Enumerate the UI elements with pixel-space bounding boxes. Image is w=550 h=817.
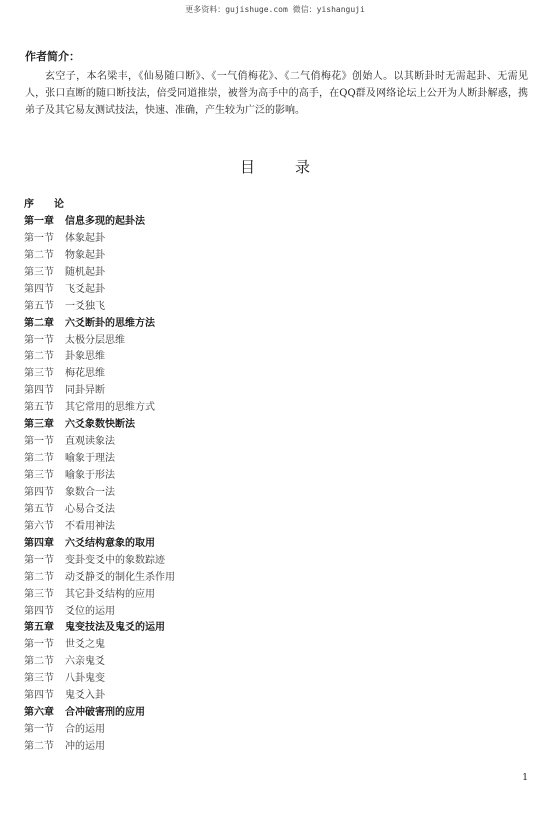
toc-section-entry[interactable]	[24, 366, 504, 383]
toc-entry-title: 八卦鬼变	[65, 673, 105, 685]
toc-preface-entry[interactable]	[24, 197, 504, 214]
toc-entry-title: 其它卦爻结构的应用	[65, 588, 155, 600]
toc-entry-number: 第三节	[24, 673, 54, 685]
toc-entry-number: 序 论	[24, 199, 64, 210]
toc-section-entry[interactable]	[24, 654, 504, 671]
toc-entry-number: 第五章	[24, 622, 54, 634]
toc-entry-number: 第二节	[24, 656, 54, 668]
toc-entry-title: 鬼变技法及鬼爻的运用	[65, 622, 165, 634]
toc-entry-number: 第一章	[24, 215, 54, 227]
toc-section-entry[interactable]	[24, 553, 504, 570]
toc-chapter-entry[interactable]	[24, 214, 504, 231]
toc-section-entry[interactable]	[24, 604, 504, 621]
toc-section-entry[interactable]	[24, 587, 504, 604]
toc-entry-title: 象数合一法	[65, 486, 115, 498]
toc-entry-number: 第五节	[24, 402, 54, 414]
toc-entry-number: 第二节	[24, 741, 54, 752]
toc-entry-title: 一爻独飞	[65, 300, 105, 312]
toc-entry-number: 第二节	[24, 351, 54, 363]
toc-entry-number: 第四节	[24, 605, 54, 617]
toc-entry-number: 第三节	[24, 588, 54, 600]
toc-entry-number: 第三节	[24, 368, 54, 380]
toc-section-entry[interactable]	[24, 333, 504, 350]
toc-entry-title: 世爻之鬼	[65, 639, 105, 651]
toc-entry-title: 心易合爻法	[65, 503, 115, 515]
toc-entry-title: 不看用神法	[65, 520, 115, 532]
toc-entry-title: 六爻象数快断法	[65, 419, 135, 431]
toc-entry-number: 第四章	[24, 537, 54, 549]
page-header: 更多资料：gujishuge.com 微信：yishanguji	[185, 5, 365, 14]
toc-section-entry[interactable]	[24, 231, 504, 248]
toc-section-entry[interactable]	[24, 671, 504, 688]
toc-section-entry[interactable]	[24, 282, 504, 299]
toc-entry-number: 第四节	[24, 283, 54, 295]
toc-entry-number: 第五节	[24, 300, 54, 312]
toc-section-entry[interactable]	[24, 434, 504, 451]
toc-section-entry[interactable]	[24, 468, 504, 485]
toc-section-entry[interactable]	[24, 637, 504, 654]
toc-entry-title: 六爻结构意象的取用	[65, 537, 155, 549]
toc-entry-number: 第一节	[24, 724, 54, 736]
author-heading: 作者简介：	[25, 50, 80, 63]
toc-entry-title: 动爻静爻的制化生杀作用	[65, 571, 175, 583]
toc-chapter-entry[interactable]	[24, 316, 504, 333]
author-bio: 玄空子，本名梁丰，《仙易随口断》、《一气俏梅花》、《二气俏梅花》创始人。以其断卦时无需起卦、无需见人，张口直断的随口断技法，倍受同道推崇，被誉为高手中的高手，在QQ群及网络论坛上公开为人断卦解惑，携弟子及其它易友测试技法，快速、准确，产生较为广泛的影响。	[25, 71, 528, 116]
toc-entry-title: 物象起卦	[65, 249, 105, 261]
toc-section-entry[interactable]	[24, 248, 504, 265]
toc-entry-title: 爻位的运用	[65, 605, 115, 617]
toc-entry-number: 第四节	[24, 486, 54, 498]
toc-entry-title: 梅花思维	[65, 368, 105, 380]
toc-entry-number: 第三节	[24, 266, 54, 278]
toc-entry-title: 喻象于理法	[65, 453, 115, 465]
toc-title-left: 目	[239, 158, 255, 176]
toc-entry-number: 第二章	[24, 317, 54, 329]
toc-entry-title: 合的运用	[65, 724, 105, 736]
toc-entry-title: 六亲鬼爻	[65, 656, 105, 668]
toc-entry-title: 直观读象法	[65, 436, 115, 448]
toc-section-entry[interactable]	[24, 502, 504, 519]
toc-title	[0, 156, 550, 177]
toc-chapter-entry[interactable]	[24, 620, 504, 637]
toc-entry-title: 随机起卦	[65, 266, 105, 278]
toc-entry-number: 第二节	[24, 249, 54, 261]
table-of-contents	[24, 197, 504, 756]
toc-entry-number: 第一节	[24, 554, 54, 566]
toc-section-entry[interactable]	[24, 400, 504, 417]
toc-section-entry[interactable]	[24, 688, 504, 705]
toc-entry-title: 六爻断卦的思维方法	[65, 317, 155, 329]
toc-entry-number: 第五节	[24, 503, 54, 515]
toc-entry-number: 第一节	[24, 334, 54, 346]
toc-entry-title: 变卦变爻中的象数踪迹	[65, 554, 165, 566]
toc-section-entry[interactable]	[24, 722, 504, 739]
toc-section-entry[interactable]	[24, 519, 504, 536]
toc-title-right: 录	[295, 158, 311, 176]
toc-section-entry[interactable]	[24, 265, 504, 282]
toc-chapter-entry[interactable]	[24, 417, 504, 434]
toc-chapter-entry[interactable]	[24, 705, 504, 722]
toc-section-entry[interactable]	[24, 451, 504, 468]
toc-section-entry[interactable]	[24, 570, 504, 587]
toc-entry-title: 鬼爻入卦	[65, 690, 105, 702]
toc-entry-number: 第一节	[24, 436, 54, 448]
toc-section-entry[interactable]	[24, 739, 504, 756]
toc-entry-title: 体象起卦	[65, 232, 105, 244]
toc-entry-title: 信息多现的起卦法	[65, 215, 145, 227]
toc-entry-number: 第二节	[24, 453, 54, 465]
toc-entry-number: 第三章	[24, 419, 54, 431]
toc-section-entry[interactable]	[24, 299, 504, 316]
toc-section-entry[interactable]	[24, 349, 504, 366]
toc-section-entry[interactable]	[24, 485, 504, 502]
toc-entry-title: 卦象思维	[65, 351, 105, 363]
page-number: 1	[522, 773, 528, 783]
toc-entry-number: 第六节	[24, 520, 54, 532]
toc-section-entry[interactable]	[24, 383, 504, 400]
toc-entry-title: 喻象于形法	[65, 470, 115, 481]
toc-entry-number: 第一节	[24, 232, 54, 244]
toc-entry-number: 第二节	[24, 571, 54, 583]
toc-entry-title: 其它常用的思维方式	[65, 402, 155, 414]
toc-entry-title: 合冲破害刑的应用	[65, 707, 145, 719]
toc-entry-title: 冲的运用	[65, 741, 105, 752]
toc-entry-number: 第六章	[24, 707, 54, 719]
toc-entry-title: 飞爻起卦	[65, 283, 105, 295]
toc-entry-title: 同卦异断	[65, 385, 105, 397]
toc-entry-number: 第四节	[24, 385, 54, 397]
toc-entry-number: 第一节	[24, 639, 54, 651]
toc-entry-title: 太极分层思维	[65, 334, 125, 346]
toc-chapter-entry[interactable]	[24, 536, 504, 553]
toc-entry-number: 第四节	[24, 690, 54, 702]
toc-entry-number: 第三节	[24, 470, 54, 481]
